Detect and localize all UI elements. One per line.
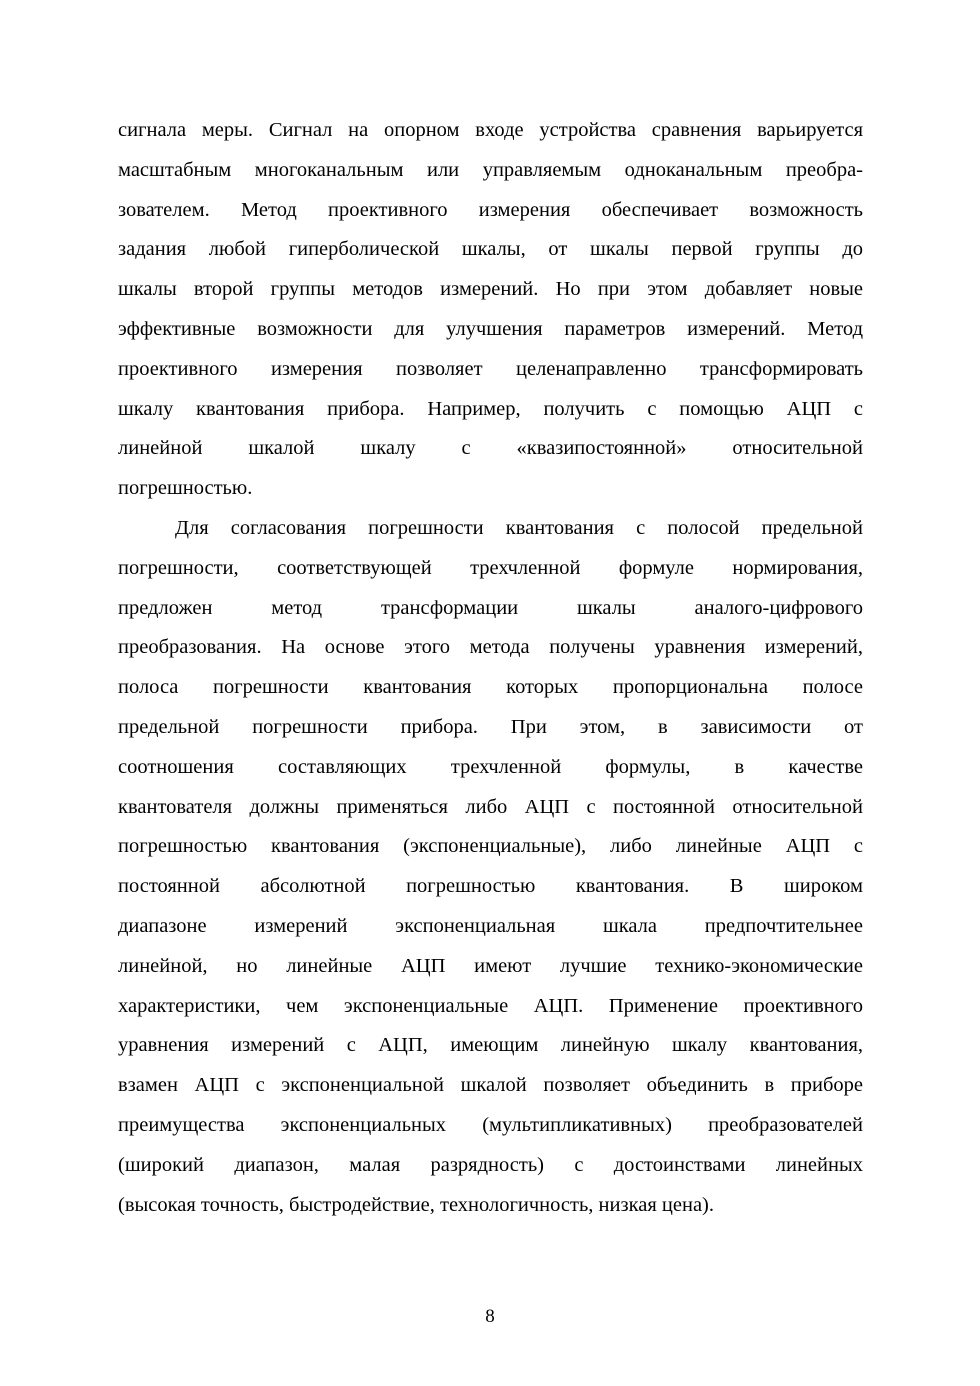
paragraph-line: преимущества экспоненциальных (мультипликативных) преобразователей [118, 1113, 863, 1136]
paragraph-line: шкалу квантования прибора. Например, получить с помощью АЦП с [118, 397, 863, 420]
paragraph-line: эффективные возможности для улучшения параметров измерений. Метод [118, 317, 863, 340]
paragraph-line: сигнала меры. Сигнал на опорном входе устройства сравнения варьируется [118, 119, 863, 141]
paragraph-line: линейной шкалой шкалу с «квазипостоянной» относительной [118, 437, 863, 460]
paragraph-line: задания любой гиперболической шкалы, от шкалы первой группы до [118, 238, 863, 261]
paragraph-1 [118, 111, 863, 509]
paragraph-line: полоса погрешности квантования которых пропорциональна полосе [118, 676, 863, 699]
page-number: 8 [485, 1306, 495, 1327]
paragraph-line: постоянной абсолютной погрешностью квантования. В широком [118, 875, 863, 898]
paragraph-line: Для согласования погрешности квантования с полосой предельной [175, 516, 863, 539]
paragraph-line: уравнения измерений с АЦП, имеющим линейную шкалу квантования, [118, 1034, 863, 1057]
paragraph-line: (высокая точность, быстродействие, технологичность, низкая цена). [118, 1193, 714, 1216]
paragraph-line: предельной погрешности прибора. При этом, в зависимости от [118, 715, 863, 738]
paragraph-line: шкалы второй группы методов измерений. Но при этом добавляет новые [118, 278, 863, 301]
paragraph-line: погрешностью. [118, 477, 253, 500]
paragraph-line: линейной, но линейные АЦП имеют лучшие технико-экономические [118, 954, 863, 977]
paragraph-line: проективного измерения позволяет целенаправленно трансформировать [118, 357, 863, 380]
paragraph-line: квантователя должны применяться либо АЦП с постоянной относительной [118, 795, 863, 818]
paragraph-line: погрешностью квантования (экспоненциальные), либо линейные АЦП с [118, 835, 863, 858]
paragraph-line: зователем. Метод проективного измерения обеспечивает возможность [118, 198, 863, 221]
paragraph-line: (широкий диапазон, малая разрядность) с достоинствами линейных [118, 1153, 863, 1176]
paragraph-line: масштабным многоканальным или управляемым одноканальным преобра- [118, 158, 863, 181]
paragraph-line: взамен АЦП с экспоненциальной шкалой позволяет объединить в приборе [118, 1074, 863, 1097]
paragraph-line: соотношения составляющих трехчленной формулы, в качестве [118, 755, 863, 778]
paragraph-2 [118, 509, 863, 1225]
paragraph-line: погрешности, соответствующей трехчленной формуле нормирования, [118, 556, 863, 579]
paragraph-line: предложен метод трансформации шкалы аналого-цифрового [118, 596, 863, 619]
paragraph-line: преобразования. На основе этого метода получены уравнения измерений, [118, 636, 863, 659]
body-text [118, 111, 863, 1225]
paragraph-line: характеристики, чем экспоненциальные АЦП. Применение проективного [118, 994, 863, 1017]
paragraph-line: диапазоне измерений экспоненциальная шкала предпочтительнее [118, 914, 863, 937]
